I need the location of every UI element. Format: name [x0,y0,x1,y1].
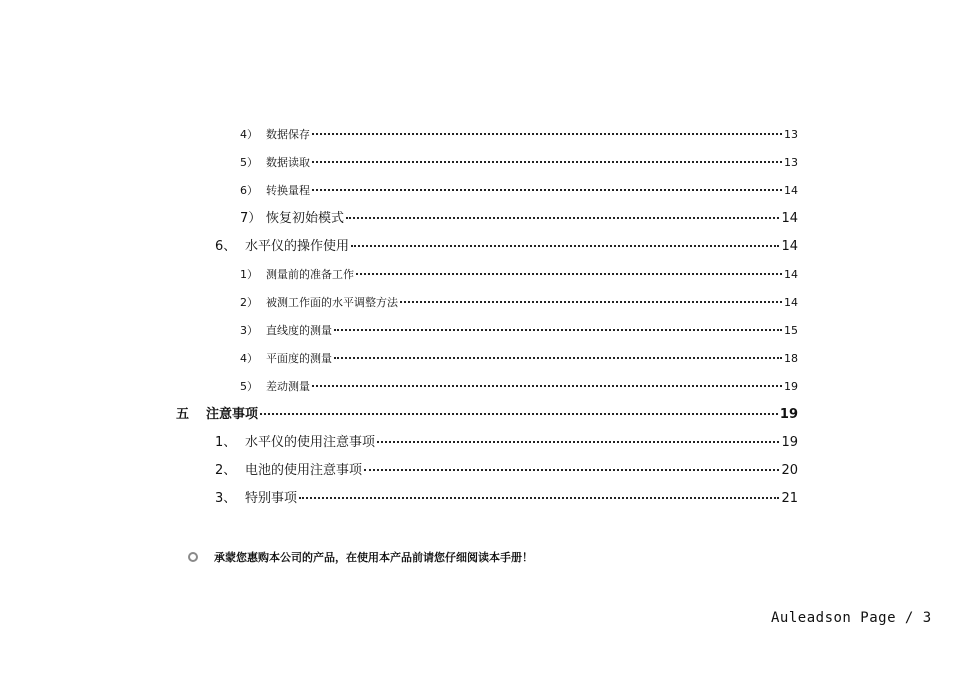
toc-entry [240,269,798,280]
toc-dot-leader [351,245,779,247]
toc-entry-number: 1） [240,268,258,281]
toc-entry-number: 6、 [215,239,237,254]
toc-entry-page: 14 [781,211,798,226]
toc-entry [215,436,798,449]
toc-entry-number: 1、 [215,435,237,450]
toc-dot-leader [334,329,782,331]
toc-entry-number: 7） [240,211,262,226]
toc-entry-page: 14 [784,268,798,281]
toc-dot-leader [334,357,782,359]
toc-dot-leader [299,497,779,499]
toc-entry-title: 电池的使用注意事项 [245,463,363,478]
toc-entry [240,353,798,364]
toc-entry-page: 19 [784,380,798,393]
notice [188,549,533,565]
toc-entry [240,381,798,392]
toc-entry-title: 直线度的测量 [266,324,332,337]
toc-dot-leader [312,161,782,163]
toc-dot-leader [400,301,782,303]
toc-entry-number: 2、 [215,463,237,478]
toc-entry-title: 特别事项 [245,491,298,506]
toc-entry-page: 18 [784,352,798,365]
toc-entry [215,240,798,253]
toc-entry-page: 20 [781,463,798,478]
toc-entry-title: 测量前的准备工作 [266,268,354,281]
toc-dot-leader [364,469,779,471]
toc-entry-title: 数据读取 [266,156,310,169]
toc-dot-leader [312,385,782,387]
toc-dot-leader [377,441,779,443]
toc-entry-page: 15 [784,324,798,337]
toc-entry-title: 转换量程 [266,184,310,197]
toc-entry [240,297,798,308]
toc-entry-page: 14 [784,296,798,309]
toc-entry-title: 差动测量 [266,380,310,393]
toc-entry [176,408,798,421]
toc-entry-page: 13 [784,128,798,141]
toc-dot-leader [312,189,782,191]
toc-dot-leader [312,133,782,135]
toc-entry-number: 4） [240,352,258,365]
toc-entry-title: 恢复初始模式 [266,211,345,226]
notice-text: 承蒙您惠购本公司的产品，在使用本产品前请您仔细阅读本手册！ [214,551,533,564]
toc-entry-title: 水平仪的操作使用 [245,239,350,254]
toc-entry-title: 平面度的测量 [266,352,332,365]
toc-entry-title: 水平仪的使用注意事项 [245,435,376,450]
circle-bullet-icon [188,552,198,562]
toc-entry-number: 4） [240,128,258,141]
toc-entry [240,325,798,336]
toc-entry-page: 13 [784,156,798,169]
toc-entry [215,464,798,477]
toc-entry-page: 14 [781,239,798,254]
toc-entry-title: 被测工作面的水平调整方法 [266,296,398,309]
toc-entry [240,185,798,196]
toc-entry-number: 3） [240,324,258,337]
toc-dot-leader [356,273,782,275]
toc-entry-page: 19 [779,407,798,422]
toc-dot-leader [260,413,778,415]
toc-dot-leader [346,217,779,219]
toc-entry [240,129,798,140]
toc-entry-number: 3、 [215,491,237,506]
toc-entry-number: 2） [240,296,258,309]
toc-entry-page: 19 [781,435,798,450]
page-footer: Auleadson Page / 3 [771,610,932,626]
toc-entry-number: 五 [176,407,190,422]
toc-entry-number: 5） [240,380,258,393]
toc-entry-page: 21 [781,491,798,506]
toc-entry [240,157,798,168]
toc-entry [240,212,798,225]
toc-entry-page: 14 [784,184,798,197]
toc-entry-title: 注意事项 [206,407,259,422]
toc-entry-number: 6） [240,184,258,197]
toc-entry-title: 数据保存 [266,128,310,141]
toc-entry [215,492,798,505]
toc-entry-number: 5） [240,156,258,169]
